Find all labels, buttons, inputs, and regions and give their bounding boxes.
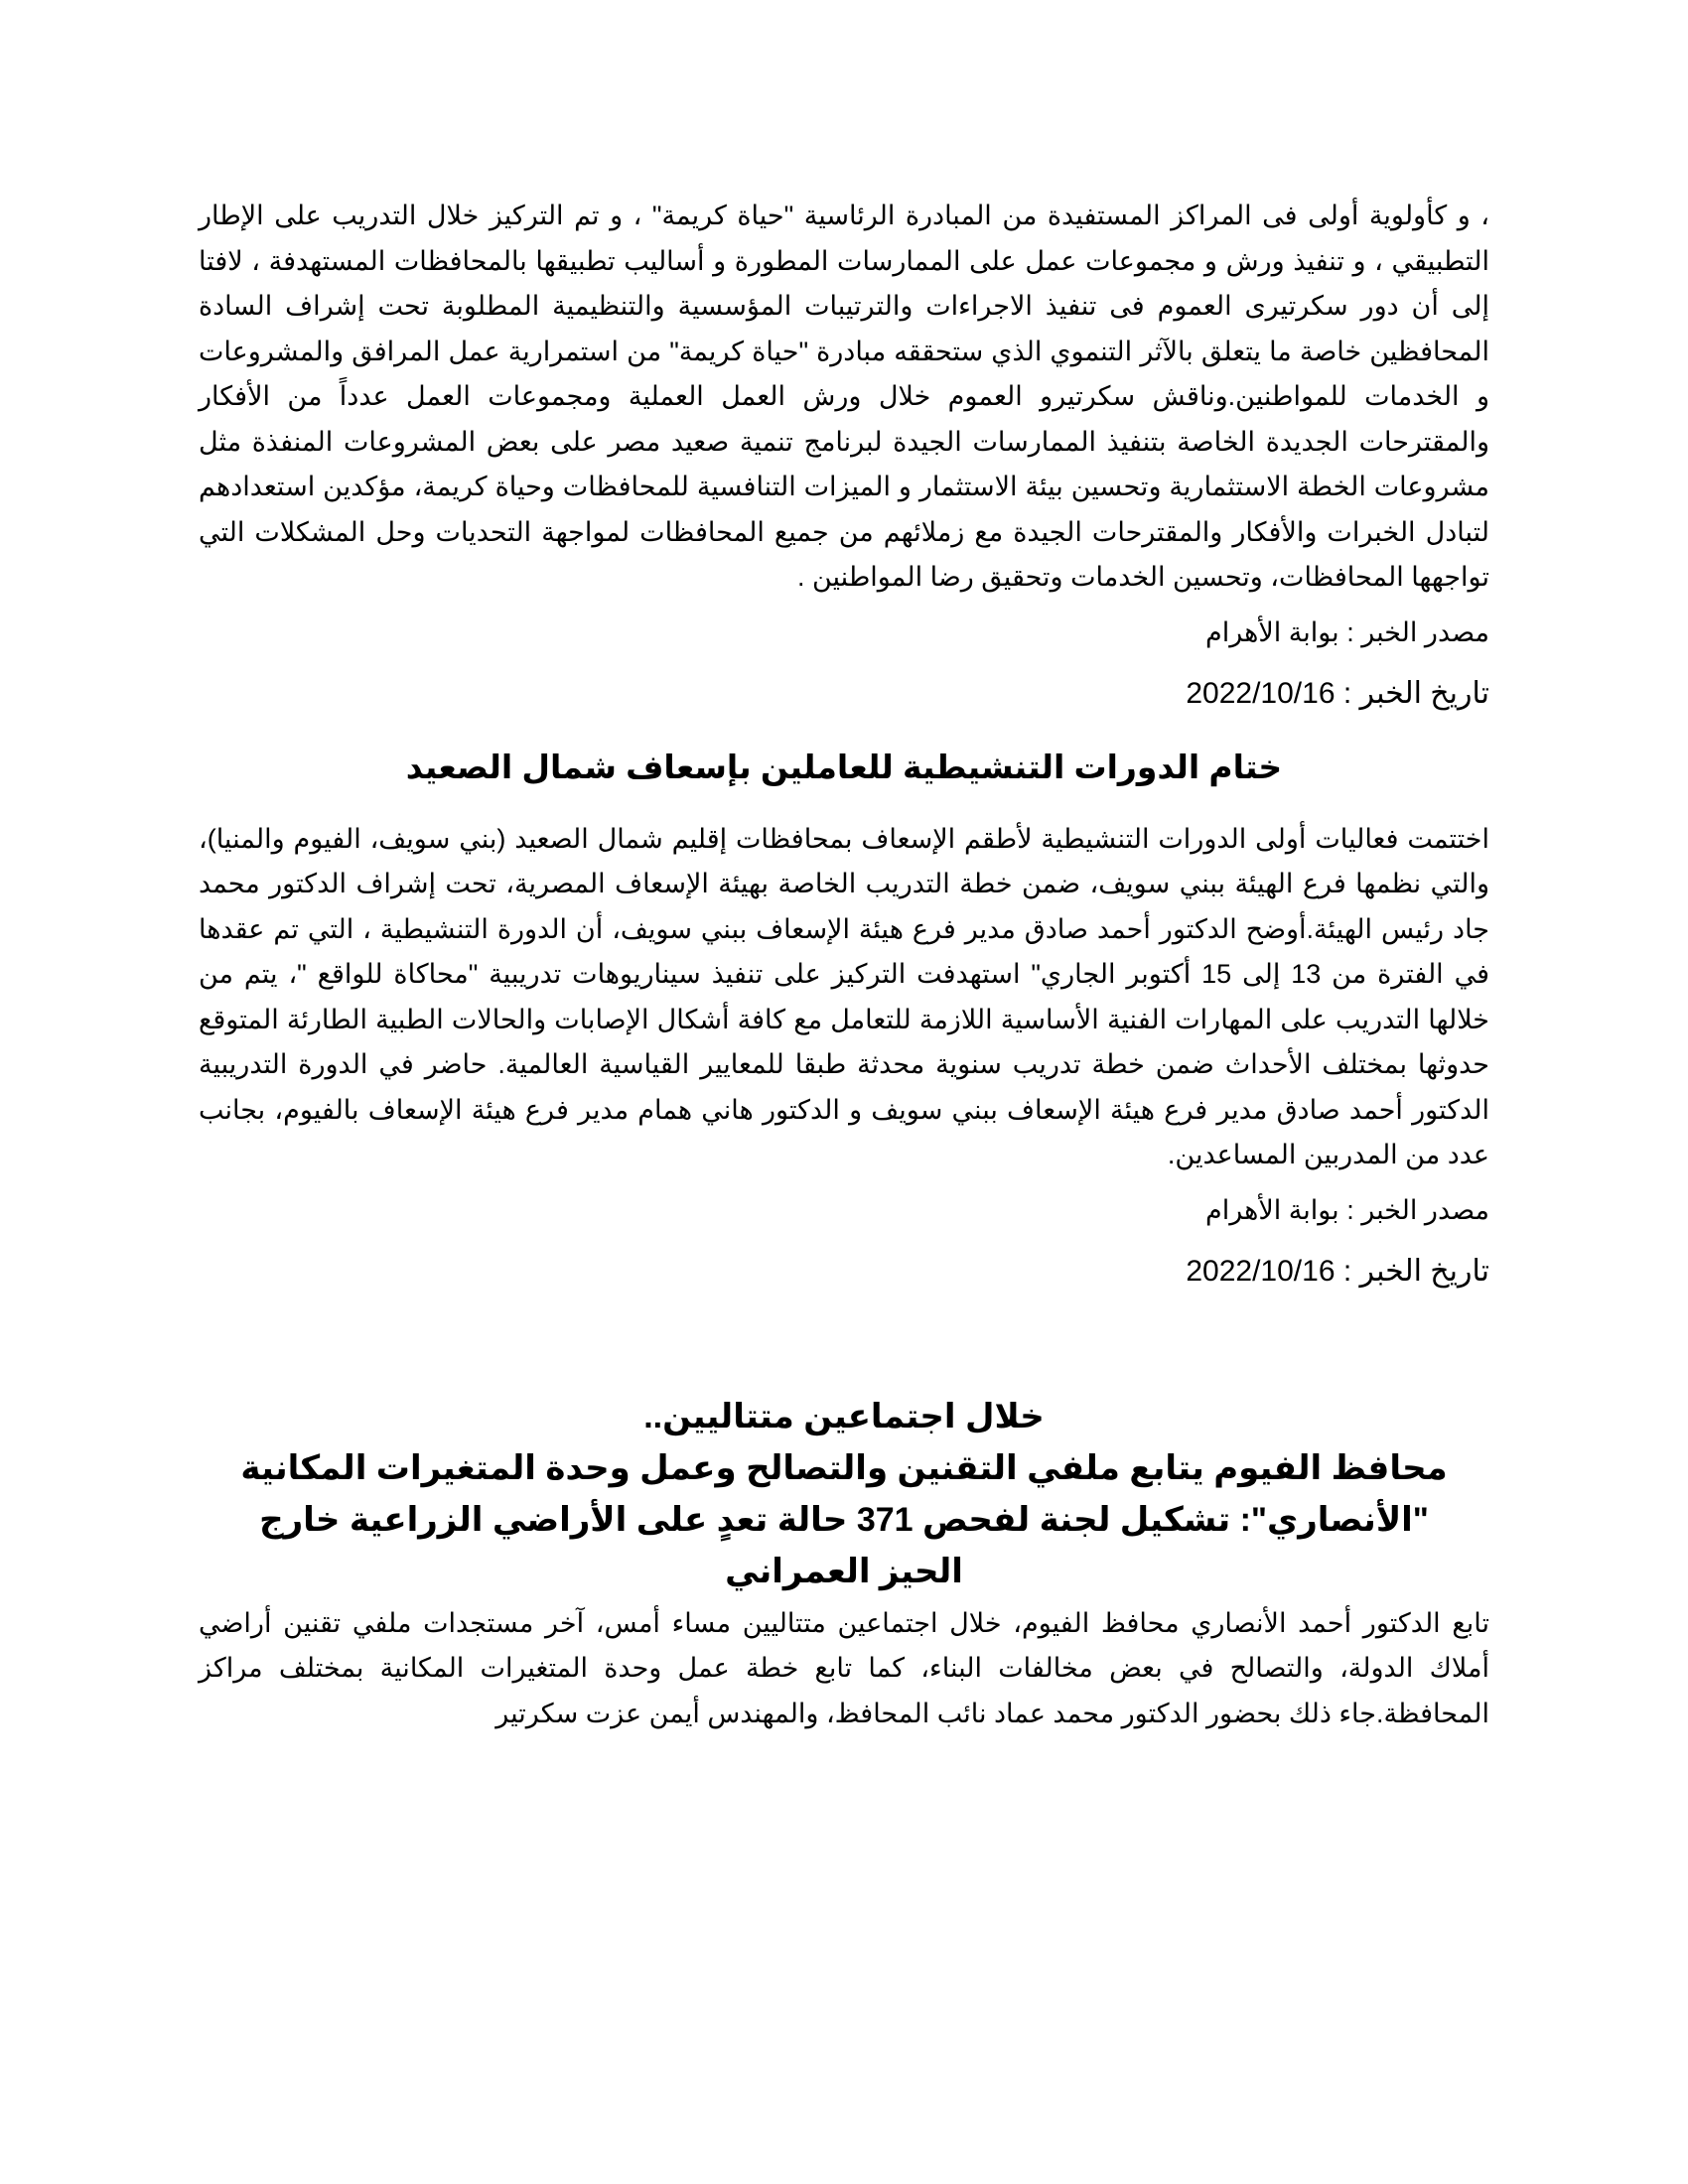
- article-1-body: ، و كأولوية أولى فى المراكز المستفيدة من المبادرة الرئاسية "حياة كريمة" ، و تم التركيز خلال التدريب على الإطار التطبيقي ، و تنفيذ ورش و مجموعات عمل على الممارسات المطورة و أساليب تطبيقها بالمحافظات المستهدفة ، لافتا إلى أن دور سكرتيرى العموم فى تنفيذ الاجراءات والترتيبات المؤسسية والتنظيمية المطلوبة تحت إشراف السادة المحافظين خاصة ما يتعلق بالآثر التنموي الذي ستحققه مبادرة "حياة كريمة" من استمرارية عمل المرافق والمشروعات و الخدمات للمواطنين.وناقش سكرتيرو العموم خلال ورش العمل العملية ومجموعات العمل عدداً من الأفكار والمقترحات الجديدة الخاصة بتنفيذ الممارسات الجيدة لبرنامج تنمية صعيد مصر على بعض المشروعات المنفذة مثل مشروعات الخطة الاستثمارية وتحسين بيئة الاستثمار و الميزات التنافسية للمحافظات وحياة كريمة، مؤكدين استعدادهم لتبادل الخبرات والأفكار والمقترحات الجيدة مع زملائهم من جميع المحافظات لمواجهة التحديات وحل المشكلات التي تواجهها المحافظات، وتحسين الخدمات وتحقيق رضا المواطنين .: [199, 201, 1489, 592]
- article-1-date: تاريخ الخبر : 2022/10/16: [1186, 676, 1489, 710]
- article-2: [199, 744, 1489, 1292]
- article-3-kicker: خلال اجتماعين متتاليين..: [643, 1397, 1045, 1435]
- document-page: [199, 194, 1489, 1736]
- article-2-body: اختتمت فعاليات أولى الدورات التنشيطية لأطقم الإسعاف بمحافظات إقليم شمال الصعيد (بني سويف، الفيوم والمنيا)، والتي نظمها فرع الهيئة ببني سويف، ضمن خطة التدريب الخاصة بهيئة الإسعاف المصرية، تحت إشراف الدكتور محمد جاد رئيس الهيئة.أوضح الدكتور أحمد صادق مدير فرع هيئة الإسعاف ببني سويف، أن الدورة التنشيطية ، التي تم عقدها في الفترة من 13 إلى 15 أكتوبر الجاري" استهدفت التركيز على تنفيذ سيناريوهات تدريبية "محاكاة للواقع "، يتم من خلالها التدريب على المهارات الفنية الأساسية اللازمة للتعامل مع كافة أشكال الإصابات والحالات الطبية الطارئة المتوقع حدوثها بمختلف الأحداث ضمن خطة تدريب سنوية محدثة طبقا للمعايير القياسية العالمية. حاضر في الدورة التدريبية الدكتور أحمد صادق مدير فرع هيئة الإسعاف ببني سويف و الدكتور هاني همام مدير فرع هيئة الإسعاف بالفيوم، بجانب عدد من المدربين المساعدين.: [199, 823, 1489, 1169]
- article-3-title-line-2: "الأنصاري": تشكيل لجنة لفحص 371 حالة تعدٍ على الأراضي الزراعية خارج: [259, 1500, 1429, 1539]
- article-3-title-line-3: الحيز العمراني: [725, 1552, 963, 1590]
- article-1-source: مصدر الخبر : بوابة الأهرام: [1204, 616, 1489, 647]
- article-3-title-line-1: محافظ الفيوم يتابع ملفي التقنين والتصالح وعمل وحدة المتغيرات المكانية: [240, 1448, 1448, 1487]
- article-1: [199, 194, 1489, 714]
- article-2-date: تاريخ الخبر : 2022/10/16: [1186, 1254, 1489, 1288]
- article-2-title: ختام الدورات التنشيطية للعاملين بإسعاف شمال الصعيد: [405, 748, 1283, 785]
- article-2-source: مصدر الخبر : بوابة الأهرام: [1204, 1194, 1489, 1225]
- article-3-body: تابع الدكتور أحمد الأنصاري محافظ الفيوم، خلال اجتماعين متتاليين مساء أمس، آخر مستجدات ملفي تقنين أراضي أملاك الدولة، والتصالح في بعض مخالفات البناء، كما تابع خطة عمل وحدة المتغيرات المكانية بمختلف مراكز المحافظة.جاء ذلك بحضور الدكتور محمد عماد نائب المحافظ، والمهندس أيمن عزت سكرتير: [199, 1607, 1489, 1728]
- article-3: [199, 1391, 1489, 1737]
